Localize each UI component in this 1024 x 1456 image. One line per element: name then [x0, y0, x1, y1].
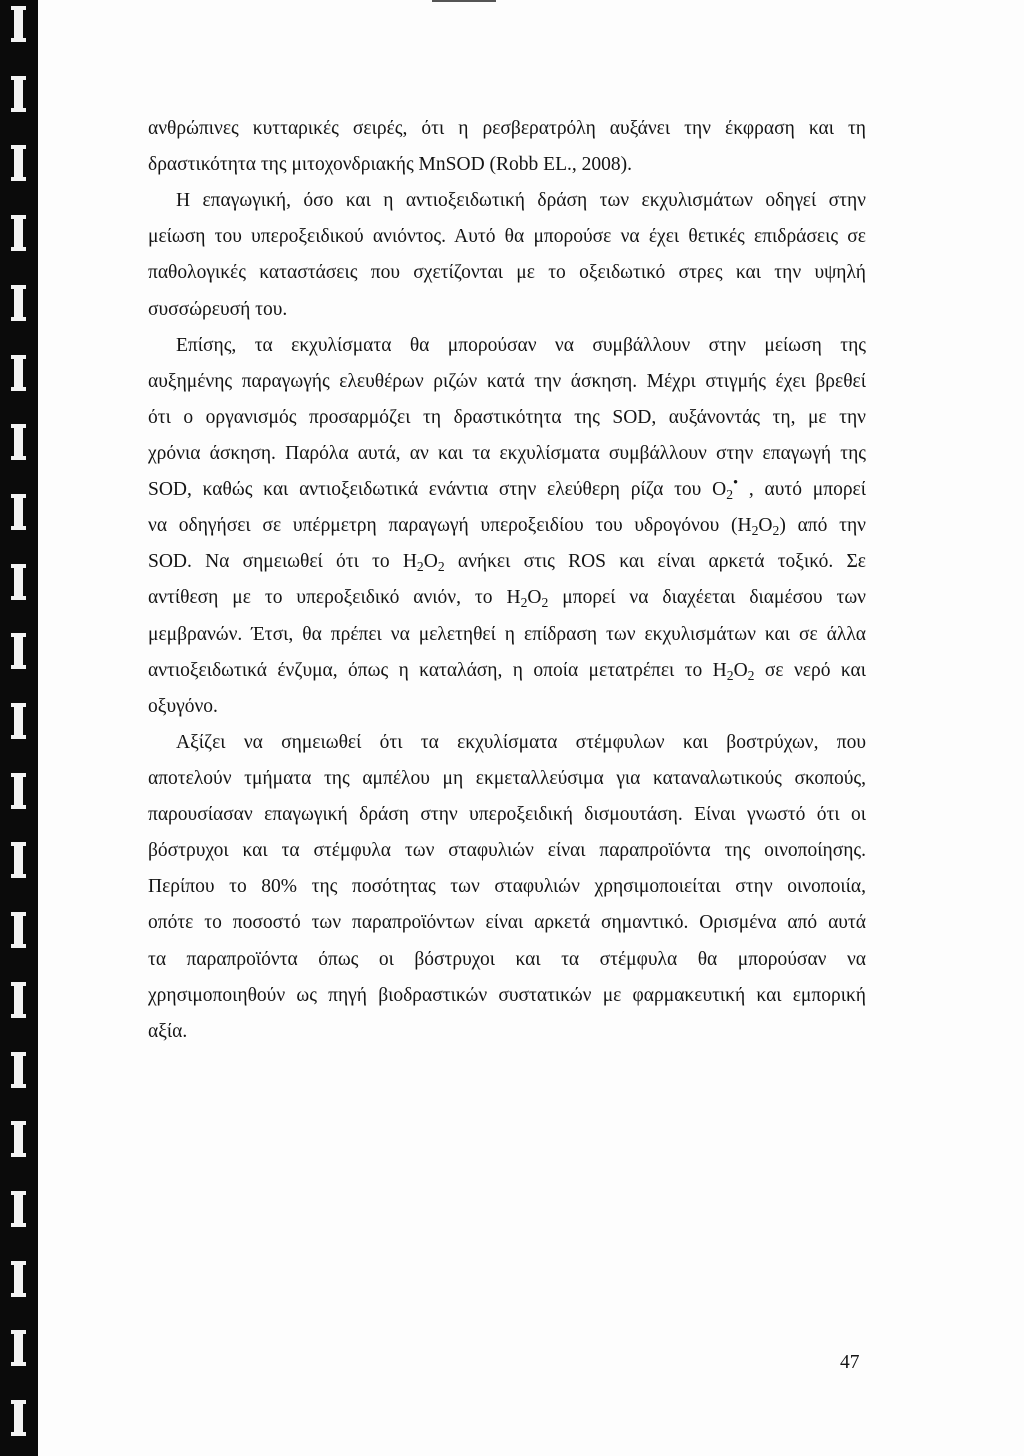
text-line — [148, 544, 866, 580]
binding-mark — [14, 703, 23, 739]
binding-mark — [14, 1330, 23, 1366]
text-line — [148, 508, 866, 544]
binding-mark — [14, 912, 23, 948]
subscript: 2 — [437, 559, 445, 575]
text-line: Η επαγωγική, όσο και η αντιοξειδωτική δράση των εκχυλισμάτων οδηγεί στην — [176, 190, 866, 212]
radical-dot: • — [733, 475, 739, 492]
text-line: οξυγόνο. — [148, 695, 218, 717]
binding-mark — [14, 1121, 23, 1157]
text-line: βόστρυχοι και τα στέμφυλα των σταφυλιών είναι παραπροϊόντα της οινοποίησης. — [148, 840, 866, 862]
binding-mark — [14, 633, 23, 669]
text-run: αντίθεση με το υπεροξειδικό ανιόν, το H — [148, 587, 521, 609]
text-line: χρησιμοποιηθούν ως πηγή βιοδραστικών συστατικών με φαρμακευτική και εμπορική — [148, 984, 866, 1006]
text-run: SOD, καθώς και αντιοξειδωτικά ενάντια στην ελεύθερη ρίζα του O — [148, 479, 727, 501]
text-line: ανθρώπινες κυτταρικές σειρές, ότι η ρεσβερατρόλη αυξάνει την έκφραση και τη — [148, 118, 866, 139]
binding-mark — [14, 842, 23, 878]
text-run: σε νερό και — [754, 659, 866, 681]
text-line: οπότε το ποσοστό των παραπροϊόντων είναι αρκετά σημαντικό. Ορισμένα από αυτά — [148, 912, 866, 934]
subscript: 2 — [726, 667, 734, 683]
text-line: αυξημένης παραγωγής ελευθέρων ριζών κατά την άσκηση. Μέχρι στιγμής έχει βρεθεί — [148, 370, 866, 392]
text-run: αντιοξειδωτικά ένζυμα, όπως η καταλάση, η οποία μετατρέπει το H — [148, 659, 727, 681]
text-line: ότι ο οργανισμός προσαρμόζει τη δραστικότητα της SOD, αυξάνοντάς τη, με την — [148, 406, 866, 428]
binding-mark — [14, 76, 23, 112]
text-line: τα παραπροϊόντα όπως οι βόστρυχοι και τα στέμφυλα θα μπορούσαν να — [148, 948, 866, 970]
text-line: αποτελούν τμήματα της αμπέλου μη εκμεταλλεύσιμα για καταναλωτικούς σκοπούς, — [148, 767, 866, 789]
binding-mark — [14, 564, 23, 600]
text-run: να οδηγήσει σε υπέρμετρη παραγωγή υπεροξειδίου του υδρογόνου (H — [148, 515, 752, 537]
binding-mark — [14, 6, 23, 42]
text-line: παθολογικές καταστάσεις που σχετίζονται με το οξειδωτικό στρες και την υψηλή — [148, 262, 866, 284]
subscript: 2 — [416, 559, 424, 575]
binding-mark — [14, 1052, 23, 1088]
paragraph-4 — [148, 725, 866, 1050]
subscript: 2 — [726, 486, 734, 502]
binding-mark — [14, 494, 23, 530]
text-line: χρόνια άσκηση. Παρόλα αυτά, αν και τα εκχυλίσματα συμβάλλουν στην επαγωγή της — [148, 442, 866, 464]
text-line — [148, 580, 866, 616]
text-run: , αυτό μπορεί — [738, 479, 866, 501]
binding-mark — [14, 773, 23, 809]
page-number: 47 — [840, 1352, 860, 1373]
text-line: παρουσίασαν επαγωγική δράση στην υπεροξειδική δισμουτάση. Είναι γνωστό ότι οι — [148, 804, 866, 826]
text-run: SOD. Να σημειωθεί ότι το H — [148, 551, 417, 573]
binding-mark — [14, 982, 23, 1018]
body-text — [148, 111, 866, 1050]
binding-mark — [14, 355, 23, 391]
text-line: δραστικότητα της μιτοχονδριακής MnSOD (Robb EL., 2008). — [148, 154, 632, 176]
paragraph-2 — [148, 183, 866, 327]
text-line: Αξίζει να σημειωθεί ότι τα εκχυλίσματα στέμφυλων και βοστρύχων, που — [176, 731, 866, 753]
text-run: O — [423, 551, 438, 573]
text-run: ανήκει στις ROS και είναι αρκετά τοξικό. Σε — [444, 551, 866, 573]
binding-mark — [14, 285, 23, 321]
subscript: 2 — [747, 667, 755, 683]
paragraph-1 — [148, 111, 866, 183]
binding-mark — [14, 145, 23, 181]
text-line: μεμβρανών. Έτσι, θα πρέπει να μελετηθεί η επίδραση των εκχυλισμάτων και σε άλλα — [148, 623, 866, 645]
scan-edge-mark — [432, 0, 496, 2]
text-run: O — [527, 587, 542, 609]
paragraph-3 — [148, 328, 866, 725]
text-line — [148, 653, 866, 689]
binding-mark — [14, 215, 23, 251]
subscript: 2 — [751, 523, 759, 539]
subscript: 2 — [541, 595, 549, 611]
subscript: 2 — [772, 523, 780, 539]
text-run: ) από την — [779, 515, 866, 537]
binding-strip — [0, 0, 38, 1456]
text-run: μπορεί να διαχέεται διαμέσου των — [548, 587, 866, 609]
text-line: Περίπου το 80% της ποσότητας των σταφυλιών χρησιμοποιείται στην οινοποιία, — [148, 876, 866, 898]
text-line: μείωση του υπεροξειδικού ανιόντος. Αυτό θα μπορούσε να έχει θετικές επιδράσεις σε — [148, 226, 866, 248]
binding-mark — [14, 424, 23, 460]
text-run: O — [758, 515, 773, 537]
text-run: O — [733, 659, 748, 681]
text-line: Επίσης, τα εκχυλίσματα θα μπορούσαν να συμβάλλουν στην μείωση της — [176, 334, 866, 356]
text-line: συσσώρευσή του. — [148, 298, 288, 320]
binding-mark — [14, 1261, 23, 1297]
text-line — [148, 472, 866, 508]
binding-mark — [14, 1400, 23, 1436]
subscript: 2 — [520, 595, 528, 611]
text-line: αξία. — [148, 1020, 188, 1042]
binding-mark — [14, 1191, 23, 1227]
